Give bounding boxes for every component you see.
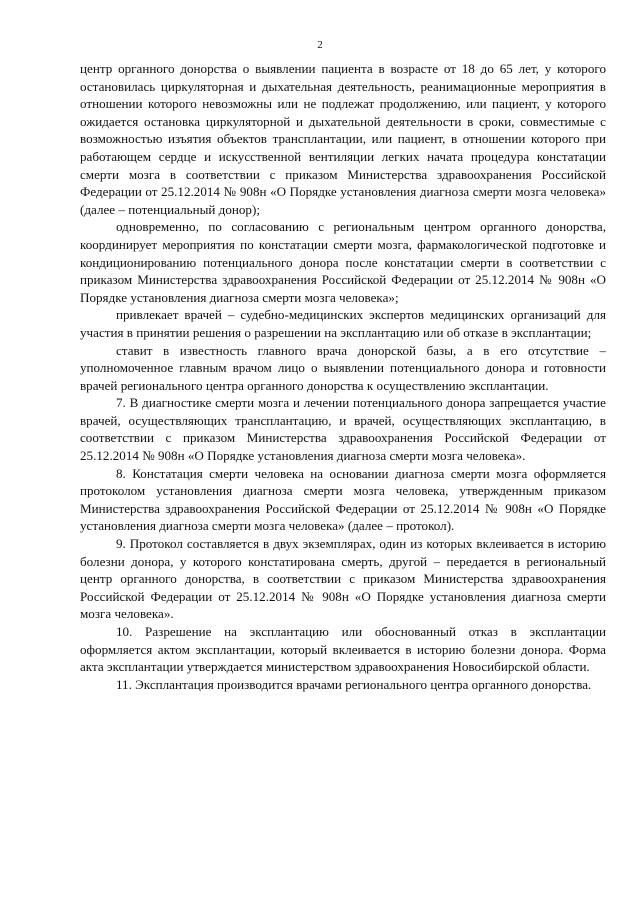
paragraph-item-9: 9. Протокол составляется в двух экземплярах, один из которых вклеивается в историю болезни донора, у которого констатирована смерть, другой – передается в региональный центр органного донорства, в соответствии с приказом Министерства здравоохранения Российской Федерации от 25.12.2014 № 908н «О Порядке установления диагноза смерти мозга человека».	[80, 536, 606, 622]
paragraph-item-11: 11. Эксплантация производится врачами регионального центра органного донорства.	[116, 676, 592, 692]
paragraph-item-7: 7. В диагностике смерти мозга и лечении потенциального донора запрещается участие врачей, осуществляющих трансплантацию, и врачей, осуществляющих эксплантацию, в соответствии с приказом Министерства здравоохранения Российской Федерации от 25.12.2014 № 908н «О Порядке установления диагноза смерти мозга человека».	[80, 395, 606, 464]
paragraph-coordination: одновременно, по согласованию с региональным центром органного донорства, координирует мероприятия по констатации смерти мозга, фармакологической подготовке и кондиционированию потенциального донора после констатации смерти в соответствии с приказом Министерства здравоохранения Российской Федерации от 25.12.2014 № 908н «О Порядке установления диагноза смерти мозга человека»;	[80, 219, 606, 305]
paragraph-continuation: центр органного донорства о выявлении пациента в возрасте от 18 до 65 лет, у которого остановилась циркуляторная и дыхательная деятельность, реанимационные мероприятия в отношении которого невозможны или не подлежат продолжению, или пациент, у которого ожидается остановка циркуляторной и дыхательной деятельности в сроки, совместимые с возможностью изъятия объектов трансплантации, или пациент, в отношении которого при работающем сердце и искусственной вентиляции легких начата процедура констатации смерти мозга в соответствии с приказом Министерства здравоохранения Российской Федерации от 25.12.2014 № 908н «О Порядке установления диагноза смерти мозга человека» (далее – потенциальный донор);	[80, 61, 606, 217]
document-body	[80, 60, 606, 693]
paragraph-item-10: 10. Разрешение на эксплантацию или обоснованный отказ в эксплантации оформляется актом эксплантации, который вклеивается в историю болезни донора. Форма акта эксплантации утверждается министерством здравоохранения Новосибирской области.	[80, 624, 606, 675]
page-number: 2	[317, 39, 323, 51]
paragraph-forensic-experts: привлекает врачей – судебно-медицинских экспертов медицинских организаций для участия в принятии решения о разрешении на эксплантацию или об отказе в эксплантации;	[80, 307, 606, 340]
paragraph-notify-chief: ставит в известность главного врача донорской базы, а в его отсутствие – уполномоченное главным врачом лицо о выявлении потенциального донора и готовности врачей регионального центра органного донорства к осуществлению эксплантации.	[80, 342, 606, 393]
paragraph-item-8: 8. Констатация смерти человека на основании диагноза смерти мозга оформляется протоколом установления диагноза смерти мозга человека, утвержденным приказом Министерства здравоохранения Российской Федерации от 25.12.2014 № 908н «О Порядке установления диагноза смерти мозга человека» (далее – протокол).	[80, 465, 606, 534]
